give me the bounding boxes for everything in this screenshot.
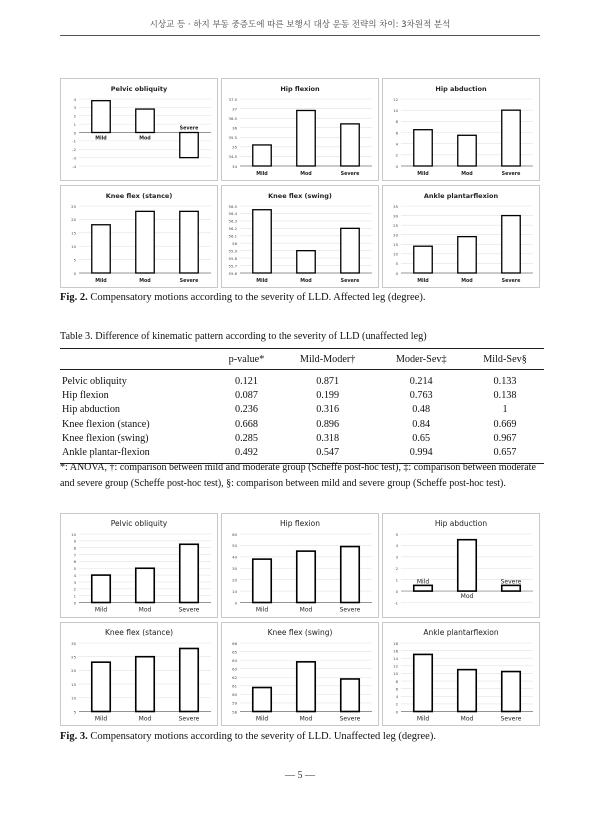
y-tick-label: 20 bbox=[71, 667, 76, 673]
category-label: Mod bbox=[139, 136, 151, 142]
table-cell: 0.84 bbox=[412, 418, 431, 430]
bar bbox=[502, 216, 520, 273]
chart-svg bbox=[61, 186, 217, 287]
y-tick-label: 18 bbox=[393, 640, 398, 646]
table-cell: 0.669 bbox=[493, 418, 517, 430]
y-tick-label: 0 bbox=[395, 163, 398, 169]
page-number: — 5 — bbox=[285, 770, 315, 781]
chart-title: Hip abduction bbox=[435, 85, 487, 93]
running-header: 시상교 등 · 하지 부동 중증도에 따른 보행시 대상 운동 전략의 차이: 3차원적 분석 bbox=[149, 20, 451, 30]
chart-panel bbox=[60, 622, 218, 727]
table-cell: 1 bbox=[502, 404, 508, 416]
table-cell: 0.285 bbox=[235, 432, 258, 444]
category-label: Mod bbox=[138, 715, 152, 722]
category-label: Severe bbox=[339, 606, 361, 614]
table-cell: 0.318 bbox=[316, 432, 340, 444]
bar bbox=[414, 246, 432, 273]
table-3-footnote: *: ANOVA, †: comparison between mild and moderate group (Scheffe post-hoc test), ‡: comparison between moderate and severe group (Scheffe post-hoc test), §: comparison between mild and severe group (Scheffe post-hoc test). bbox=[60, 462, 536, 489]
y-tick-label: 10 bbox=[393, 251, 398, 257]
bar bbox=[297, 110, 315, 166]
table-cell: 0.896 bbox=[316, 418, 340, 430]
bar bbox=[341, 124, 359, 166]
chart-panel bbox=[382, 622, 540, 727]
table-row bbox=[60, 370, 544, 390]
category-label: Mod bbox=[461, 279, 473, 284]
table-cell: 0.547 bbox=[279, 446, 376, 464]
y-tick-label: 40 bbox=[232, 554, 237, 560]
bar bbox=[136, 656, 154, 711]
chart-svg bbox=[222, 186, 378, 287]
y-tick-label: 4 bbox=[395, 693, 398, 699]
y-tick-label: 61 bbox=[232, 683, 237, 689]
y-tick-label: 12 bbox=[393, 663, 398, 669]
y-tick-label: -2 bbox=[72, 147, 76, 153]
y-tick-label: 0 bbox=[395, 270, 398, 276]
y-tick-label: 55.6 bbox=[228, 270, 237, 276]
bar bbox=[253, 145, 271, 166]
table-header-cell bbox=[60, 349, 214, 370]
figure-2-caption-label: Fig. 2. bbox=[60, 292, 88, 303]
y-tick-label: 5 bbox=[395, 531, 398, 537]
bar bbox=[136, 568, 154, 602]
chart-panel bbox=[60, 185, 218, 288]
y-tick-label: 5 bbox=[395, 261, 398, 267]
category-label: Severe bbox=[340, 279, 360, 284]
figure-2-caption bbox=[60, 292, 550, 303]
bar bbox=[414, 654, 432, 711]
bar bbox=[458, 135, 476, 166]
y-tick-label: 0 bbox=[73, 270, 76, 276]
y-tick-label: 66 bbox=[232, 640, 237, 646]
table-row bbox=[60, 418, 544, 432]
chart-panel bbox=[382, 513, 540, 618]
y-tick-label: 64 bbox=[232, 657, 237, 663]
y-tick-label: 9 bbox=[73, 538, 76, 544]
y-tick-label: 2 bbox=[395, 566, 398, 572]
table-row-label: Ankle plantar-flexion bbox=[60, 446, 214, 464]
bar bbox=[180, 211, 198, 273]
table-header-cell: Mild-Moder† bbox=[279, 349, 376, 370]
table-row bbox=[60, 389, 544, 403]
table-cell: 0.668 bbox=[235, 418, 258, 430]
category-label: Mild bbox=[256, 279, 268, 284]
bar bbox=[502, 585, 520, 591]
chart-title: Knee flex (swing) bbox=[268, 192, 332, 200]
y-tick-label: 25 bbox=[71, 654, 76, 659]
table-cell: 0.65 bbox=[412, 432, 431, 444]
bar bbox=[341, 228, 359, 273]
table-cell: 0.763 bbox=[409, 390, 433, 402]
y-tick-label: 56.3 bbox=[228, 218, 237, 224]
category-label: Mild bbox=[417, 172, 429, 177]
table-row bbox=[60, 403, 544, 417]
chart-title: Knee flex (stance) bbox=[105, 192, 173, 200]
y-tick-label: 20 bbox=[71, 217, 76, 223]
table-cell: 0.316 bbox=[316, 404, 340, 416]
y-tick-label: 6 bbox=[73, 559, 76, 565]
y-tick-label: 60 bbox=[232, 531, 237, 537]
y-tick-label: 2 bbox=[73, 113, 76, 119]
category-label: Mod bbox=[300, 172, 312, 177]
table-cell: 0.994 bbox=[376, 446, 466, 464]
table-row-label: Knee flexion (stance) bbox=[62, 418, 150, 430]
y-tick-label: -3 bbox=[72, 155, 76, 161]
y-tick-label: 36.5 bbox=[228, 115, 237, 121]
table-header-cell: Mild-Sev§ bbox=[466, 349, 544, 370]
table-cell: 0.871 bbox=[316, 376, 340, 387]
y-tick-label: 50 bbox=[232, 543, 237, 549]
bar bbox=[297, 661, 315, 711]
y-tick-label: 0 bbox=[234, 600, 237, 606]
bar bbox=[341, 547, 359, 603]
y-tick-label: 3 bbox=[73, 105, 76, 111]
y-tick-label: 2 bbox=[395, 701, 398, 707]
table-cell: 0.657 bbox=[466, 446, 544, 464]
category-label: Mild bbox=[255, 715, 269, 722]
y-tick-label: 37.5 bbox=[228, 96, 237, 102]
y-tick-label: 4 bbox=[73, 96, 76, 102]
category-label: Severe bbox=[339, 715, 361, 722]
category-label: Severe bbox=[178, 715, 200, 722]
table-cell: 0.087 bbox=[235, 390, 258, 402]
table-cell: 0.492 bbox=[214, 446, 279, 464]
chart-svg bbox=[222, 623, 378, 726]
chart-panel bbox=[382, 185, 540, 288]
chart-svg bbox=[383, 514, 539, 617]
chart-panel bbox=[221, 622, 379, 727]
table-header-cell: Moder-Sev‡ bbox=[376, 349, 466, 370]
y-tick-label: 15 bbox=[71, 681, 76, 687]
y-tick-label: 37 bbox=[232, 106, 237, 112]
chart-svg bbox=[383, 186, 539, 287]
y-tick-label: 14 bbox=[393, 655, 398, 661]
y-tick-label: 20 bbox=[232, 577, 237, 583]
y-tick-label: 25 bbox=[393, 222, 398, 228]
y-tick-label: 10 bbox=[232, 588, 237, 594]
y-tick-label: 1 bbox=[73, 121, 76, 127]
bar bbox=[297, 251, 315, 273]
bar bbox=[414, 585, 432, 591]
chart-svg bbox=[222, 79, 378, 180]
y-tick-label: 65 bbox=[232, 648, 237, 654]
table-cell: 0.121 bbox=[235, 376, 258, 387]
bar bbox=[253, 210, 271, 273]
bar bbox=[253, 687, 271, 711]
chart-panel bbox=[221, 513, 379, 618]
chart-title: Hip flexion bbox=[280, 519, 320, 528]
category-label: Mod bbox=[299, 606, 313, 614]
figure-3 bbox=[60, 513, 540, 726]
bar bbox=[414, 130, 432, 166]
category-label: Mod bbox=[139, 279, 151, 284]
table-row-label: Pelvic obliquity bbox=[62, 376, 127, 387]
y-tick-label: 20 bbox=[393, 232, 398, 238]
header-rule bbox=[60, 35, 540, 36]
category-label: Mod bbox=[460, 593, 474, 601]
bar bbox=[458, 540, 476, 591]
bar bbox=[180, 133, 198, 158]
table-cell: 0.236 bbox=[235, 404, 258, 416]
bar bbox=[180, 544, 198, 602]
y-tick-label: 58 bbox=[232, 708, 237, 714]
y-tick-label: 16 bbox=[393, 647, 398, 653]
table-3 bbox=[60, 331, 544, 464]
y-tick-label: 4 bbox=[395, 141, 398, 147]
category-label: Mild bbox=[417, 279, 429, 284]
y-tick-label: 0 bbox=[73, 600, 76, 606]
y-tick-label: 4 bbox=[395, 543, 398, 549]
category-label: Mod bbox=[138, 606, 152, 614]
bar bbox=[92, 575, 110, 602]
category-label: Severe bbox=[179, 279, 199, 284]
table-cell: 0.48 bbox=[412, 404, 431, 416]
y-tick-label: 1 bbox=[73, 593, 76, 599]
bar bbox=[341, 678, 359, 711]
chart-title: Knee flex (swing) bbox=[267, 627, 333, 637]
bar bbox=[180, 648, 198, 711]
y-tick-label: 25 bbox=[71, 203, 76, 209]
category-label: Mild bbox=[95, 136, 107, 142]
y-tick-label: 56.1 bbox=[228, 233, 237, 239]
chart-title: Hip abduction bbox=[434, 519, 488, 528]
y-tick-label: 55.9 bbox=[228, 248, 237, 254]
bar bbox=[92, 225, 110, 273]
table-header-cell: p-value* bbox=[214, 349, 279, 370]
table-cell: 0.967 bbox=[493, 432, 517, 444]
y-tick-label: 12 bbox=[393, 96, 398, 102]
y-tick-label: -4 bbox=[72, 163, 76, 169]
y-tick-label: 10 bbox=[393, 670, 398, 676]
chart-title: Hip flexion bbox=[280, 85, 320, 93]
y-tick-label: 56.4 bbox=[228, 211, 237, 217]
category-label: Severe bbox=[179, 126, 199, 132]
y-tick-label: 36 bbox=[232, 125, 237, 131]
y-tick-label: 30 bbox=[71, 640, 76, 646]
y-tick-label: 63 bbox=[232, 665, 237, 671]
category-label: Severe bbox=[340, 172, 360, 177]
chart-panel bbox=[60, 78, 218, 181]
bar bbox=[92, 662, 110, 711]
category-label: Severe bbox=[501, 172, 521, 177]
y-tick-label: 6 bbox=[395, 685, 398, 691]
y-tick-label: 15 bbox=[71, 230, 76, 236]
table-row-label: Hip abduction bbox=[62, 404, 121, 416]
chart-svg bbox=[383, 623, 539, 726]
y-tick-label: 0 bbox=[395, 708, 398, 714]
chart-title: Ankle plantarflexion bbox=[423, 627, 499, 637]
bar bbox=[136, 211, 154, 273]
category-label: Mod bbox=[460, 715, 474, 722]
table-cell: 0.138 bbox=[493, 390, 517, 402]
y-tick-label: 6 bbox=[395, 130, 398, 136]
category-label: Mild bbox=[416, 578, 430, 586]
y-tick-label: 62 bbox=[232, 674, 237, 680]
chart-panel bbox=[382, 78, 540, 181]
y-tick-label: 60 bbox=[232, 691, 237, 697]
figure-3-caption bbox=[60, 731, 550, 742]
table-3-grid bbox=[60, 348, 544, 464]
category-label: Mild bbox=[94, 606, 108, 614]
chart-title: Pelvic obliquity bbox=[110, 85, 168, 93]
chart-panel bbox=[221, 78, 379, 181]
bar bbox=[502, 110, 520, 166]
chart-svg bbox=[61, 623, 217, 726]
y-tick-label: 34 bbox=[232, 163, 237, 169]
y-tick-label: 35 bbox=[232, 144, 237, 150]
y-tick-label: 8 bbox=[395, 119, 398, 125]
bar bbox=[253, 559, 271, 602]
chart-svg bbox=[61, 514, 217, 617]
y-tick-label: 0 bbox=[395, 588, 398, 594]
category-label: Mod bbox=[300, 279, 312, 284]
bar bbox=[136, 109, 154, 132]
table-3-title: Table 3. Difference of kinematic pattern according to the severity of LLD (unaffected leg) bbox=[60, 331, 427, 342]
y-tick-label: 55.7 bbox=[228, 263, 237, 269]
table-row-label: Knee flexion (swing) bbox=[62, 432, 149, 444]
y-tick-label: -1 bbox=[72, 138, 76, 144]
category-label: Severe bbox=[500, 715, 522, 722]
y-tick-label: 35 bbox=[393, 203, 398, 209]
figure-3-caption-label: Fig. 3. bbox=[60, 731, 88, 742]
table-row-label: Hip flexion bbox=[62, 390, 109, 402]
y-tick-label: 3 bbox=[395, 554, 398, 560]
category-label: Mild bbox=[94, 715, 108, 722]
y-tick-label: 10 bbox=[71, 695, 76, 701]
figure-3-caption-text: Compensatory motions according to the severity of LLD. Unaffected leg (degree). bbox=[90, 731, 436, 742]
category-label: Severe bbox=[501, 279, 521, 284]
category-label: Mod bbox=[461, 172, 473, 177]
y-tick-label: 56 bbox=[232, 241, 237, 247]
chart-panel bbox=[221, 185, 379, 288]
y-tick-label: 5 bbox=[73, 708, 76, 714]
y-tick-label: -1 bbox=[394, 600, 398, 606]
y-tick-label: 59 bbox=[232, 700, 237, 706]
y-tick-label: 2 bbox=[73, 586, 76, 592]
y-tick-label: 5 bbox=[73, 566, 76, 572]
y-tick-label: 10 bbox=[71, 244, 76, 249]
category-label: Mild bbox=[256, 172, 268, 177]
bar bbox=[458, 237, 476, 273]
figure-2-caption-text: Compensatory motions according to the severity of LLD. Affected leg (degree). bbox=[90, 292, 426, 303]
chart-title: Knee flex (stance) bbox=[104, 627, 174, 637]
y-tick-label: 56.2 bbox=[228, 226, 237, 232]
y-tick-label: 5 bbox=[73, 257, 76, 263]
y-tick-label: 34.5 bbox=[228, 154, 237, 160]
chart-svg bbox=[61, 79, 217, 180]
bar bbox=[297, 551, 315, 602]
table-row bbox=[60, 432, 544, 446]
y-tick-label: 3 bbox=[73, 579, 76, 585]
chart-svg bbox=[222, 514, 378, 617]
category-label: Mod bbox=[299, 715, 313, 722]
y-tick-label: 56.5 bbox=[228, 203, 237, 209]
y-tick-label: 30 bbox=[393, 213, 398, 219]
y-tick-label: 0 bbox=[73, 130, 76, 136]
category-label: Mild bbox=[95, 279, 107, 284]
chart-svg bbox=[383, 79, 539, 180]
y-tick-label: 35.5 bbox=[228, 135, 237, 141]
y-tick-label: 1 bbox=[395, 577, 398, 583]
table-cell: 0.133 bbox=[493, 376, 517, 387]
y-tick-label: 8 bbox=[395, 678, 398, 684]
bar bbox=[458, 669, 476, 711]
bar bbox=[92, 101, 110, 133]
category-label: Severe bbox=[178, 606, 200, 614]
table-cell: 0.214 bbox=[409, 376, 433, 387]
y-tick-label: 30 bbox=[232, 566, 237, 572]
y-tick-label: 55.8 bbox=[228, 255, 237, 261]
y-tick-label: 10 bbox=[393, 107, 398, 113]
chart-title: Pelvic obliquity bbox=[110, 519, 168, 528]
category-label: Mild bbox=[255, 606, 269, 614]
table-cell: 0.199 bbox=[316, 390, 340, 402]
y-tick-label: 8 bbox=[73, 545, 76, 551]
y-tick-label: 7 bbox=[73, 552, 76, 558]
category-label: Severe bbox=[500, 578, 522, 586]
table-header-row bbox=[60, 349, 544, 370]
category-label: Mild bbox=[416, 715, 430, 722]
y-tick-label: 10 bbox=[71, 531, 76, 537]
y-tick-label: 4 bbox=[73, 572, 76, 578]
figure-2 bbox=[60, 78, 540, 288]
y-tick-label: 2 bbox=[395, 152, 398, 158]
chart-panel bbox=[60, 513, 218, 618]
chart-title: Ankle plantarflexion bbox=[423, 192, 499, 200]
bar bbox=[502, 671, 520, 711]
y-tick-label: 15 bbox=[393, 242, 398, 248]
